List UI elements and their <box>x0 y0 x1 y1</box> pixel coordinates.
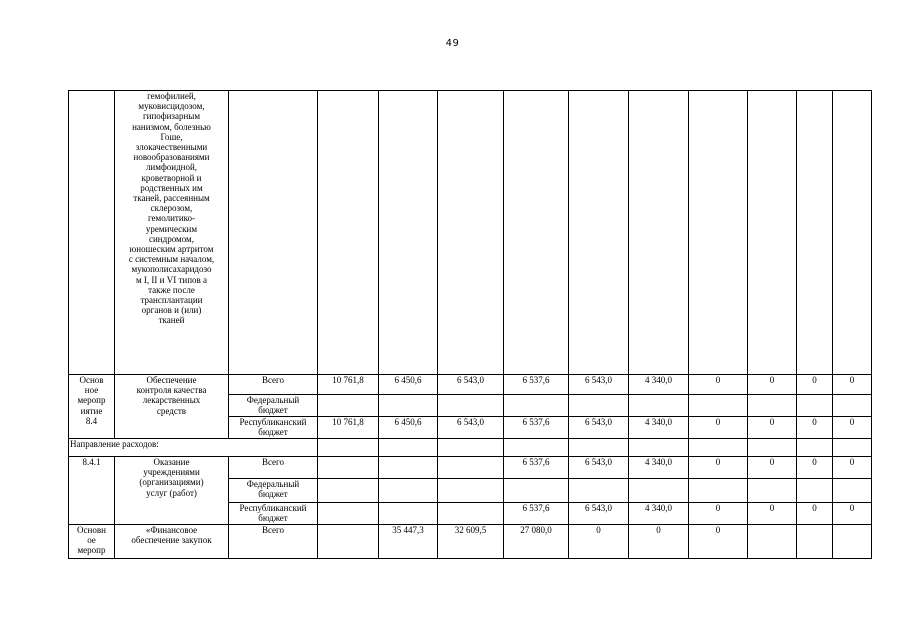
funding-source: Республиканский бюджет <box>229 417 318 439</box>
value-cell <box>833 525 872 559</box>
value-cell: 0 <box>797 375 833 395</box>
value-cell: 0 <box>833 375 872 395</box>
value-cell <box>748 395 797 417</box>
value-cell <box>379 395 438 417</box>
value-cell: 0 <box>689 457 748 479</box>
value-cell <box>438 457 504 479</box>
value-cell: 0 <box>689 417 748 439</box>
funding-source: Республиканский бюджет <box>229 503 318 525</box>
value-cell <box>504 479 569 503</box>
value-cell: 27 080,0 <box>504 525 569 559</box>
value-cell <box>379 457 438 479</box>
program-table <box>68 90 872 559</box>
value-cell: 6 450,6 <box>379 417 438 439</box>
value-cell: 6 543,0 <box>569 503 629 525</box>
value-cell: 0 <box>797 503 833 525</box>
value-cell: 0 <box>629 525 689 559</box>
value-cell: 32 609,5 <box>438 525 504 559</box>
funding-source: Федеральный бюджет <box>229 479 318 503</box>
funding-source: Федеральный бюджет <box>229 395 318 417</box>
next-measure-code: Основн ое меропр <box>69 525 115 559</box>
measure-8-4-code: Основ ное меропр иятие 8.4 <box>69 375 115 439</box>
value-cell <box>379 503 438 525</box>
value-cell: 0 <box>748 417 797 439</box>
value-cell <box>569 479 629 503</box>
measure-8-4-title: Обеспечение контроля качества лекарственных средств <box>115 375 229 439</box>
value-cell <box>629 479 689 503</box>
value-cell: 6 537,6 <box>504 375 569 395</box>
item-8-4-1-row-total <box>69 457 872 479</box>
value-cell: 6 543,0 <box>438 417 504 439</box>
value-cell: 4 340,0 <box>629 375 689 395</box>
value-cell: 35 447,3 <box>379 525 438 559</box>
value-cell <box>797 479 833 503</box>
value-cell <box>797 525 833 559</box>
page-number: 49 <box>445 38 460 49</box>
item-8-4-1-code: 8.4.1 <box>69 457 115 525</box>
value-cell: 0 <box>833 417 872 439</box>
measure-8-4-row-total <box>69 375 872 395</box>
funding-source: Всего <box>229 457 318 479</box>
value-cell: 4 340,0 <box>629 417 689 439</box>
value-cell <box>569 395 629 417</box>
value-cell <box>318 503 379 525</box>
value-cell: 0 <box>748 503 797 525</box>
value-cell: 0 <box>748 457 797 479</box>
value-cell <box>748 525 797 559</box>
value-cell: 6 543,0 <box>438 375 504 395</box>
value-cell: 0 <box>569 525 629 559</box>
funding-source: Всего <box>229 525 318 559</box>
value-cell <box>689 395 748 417</box>
value-cell <box>318 395 379 417</box>
value-cell: 6 537,6 <box>504 503 569 525</box>
value-cell: 10 761,8 <box>318 417 379 439</box>
value-cell: 0 <box>748 375 797 395</box>
value-cell: 6 537,6 <box>504 457 569 479</box>
value-cell: 0 <box>689 503 748 525</box>
value-cell <box>504 395 569 417</box>
value-cell <box>438 395 504 417</box>
value-cell: 4 340,0 <box>629 457 689 479</box>
value-cell <box>318 457 379 479</box>
continuation-row <box>69 91 872 375</box>
value-cell: 6 543,0 <box>569 375 629 395</box>
value-cell: 6 543,0 <box>569 457 629 479</box>
funding-source: Всего <box>229 375 318 395</box>
value-cell <box>438 479 504 503</box>
value-cell <box>318 479 379 503</box>
value-cell: 4 340,0 <box>629 503 689 525</box>
value-cell <box>629 395 689 417</box>
value-cell: 6 450,6 <box>379 375 438 395</box>
value-cell: 0 <box>689 525 748 559</box>
expense-direction-row <box>69 439 872 457</box>
value-cell: 6 537,6 <box>504 417 569 439</box>
value-cell <box>833 479 872 503</box>
value-cell <box>689 479 748 503</box>
value-cell: 6 543,0 <box>569 417 629 439</box>
value-cell: 0 <box>833 457 872 479</box>
value-cell: 0 <box>833 503 872 525</box>
value-cell: 0 <box>689 375 748 395</box>
item-8-4-1-title: Оказание учреждениями (организациями) услуг (работ) <box>115 457 229 525</box>
expense-direction-label: Направление расходов: <box>69 439 318 457</box>
code-cell <box>69 91 115 375</box>
continuation-description: гемофилией, муковисцидозом, гипофизарным нанизмом, болезнью Гоше, злокачественными новообразованиями лимфоидной, кроветворной и родственных им тканей, рассеянным склерозом, гемолитико- уремическим синдромом, юношеским артритом с системным началом, мукополисахаридозо м I, II и VI типов а также после трансплантации органов и (или) тканей <box>115 91 229 375</box>
value-cell <box>748 479 797 503</box>
next-measure-row <box>69 525 872 559</box>
value-cell: 0 <box>797 457 833 479</box>
value-cell: 0 <box>797 417 833 439</box>
value-cell <box>438 503 504 525</box>
value-cell <box>379 479 438 503</box>
value-cell <box>797 395 833 417</box>
value-cell <box>833 395 872 417</box>
value-cell <box>318 525 379 559</box>
value-cell: 10 761,8 <box>318 375 379 395</box>
next-measure-title: «Финансовое обеспечение закупок <box>115 525 229 559</box>
